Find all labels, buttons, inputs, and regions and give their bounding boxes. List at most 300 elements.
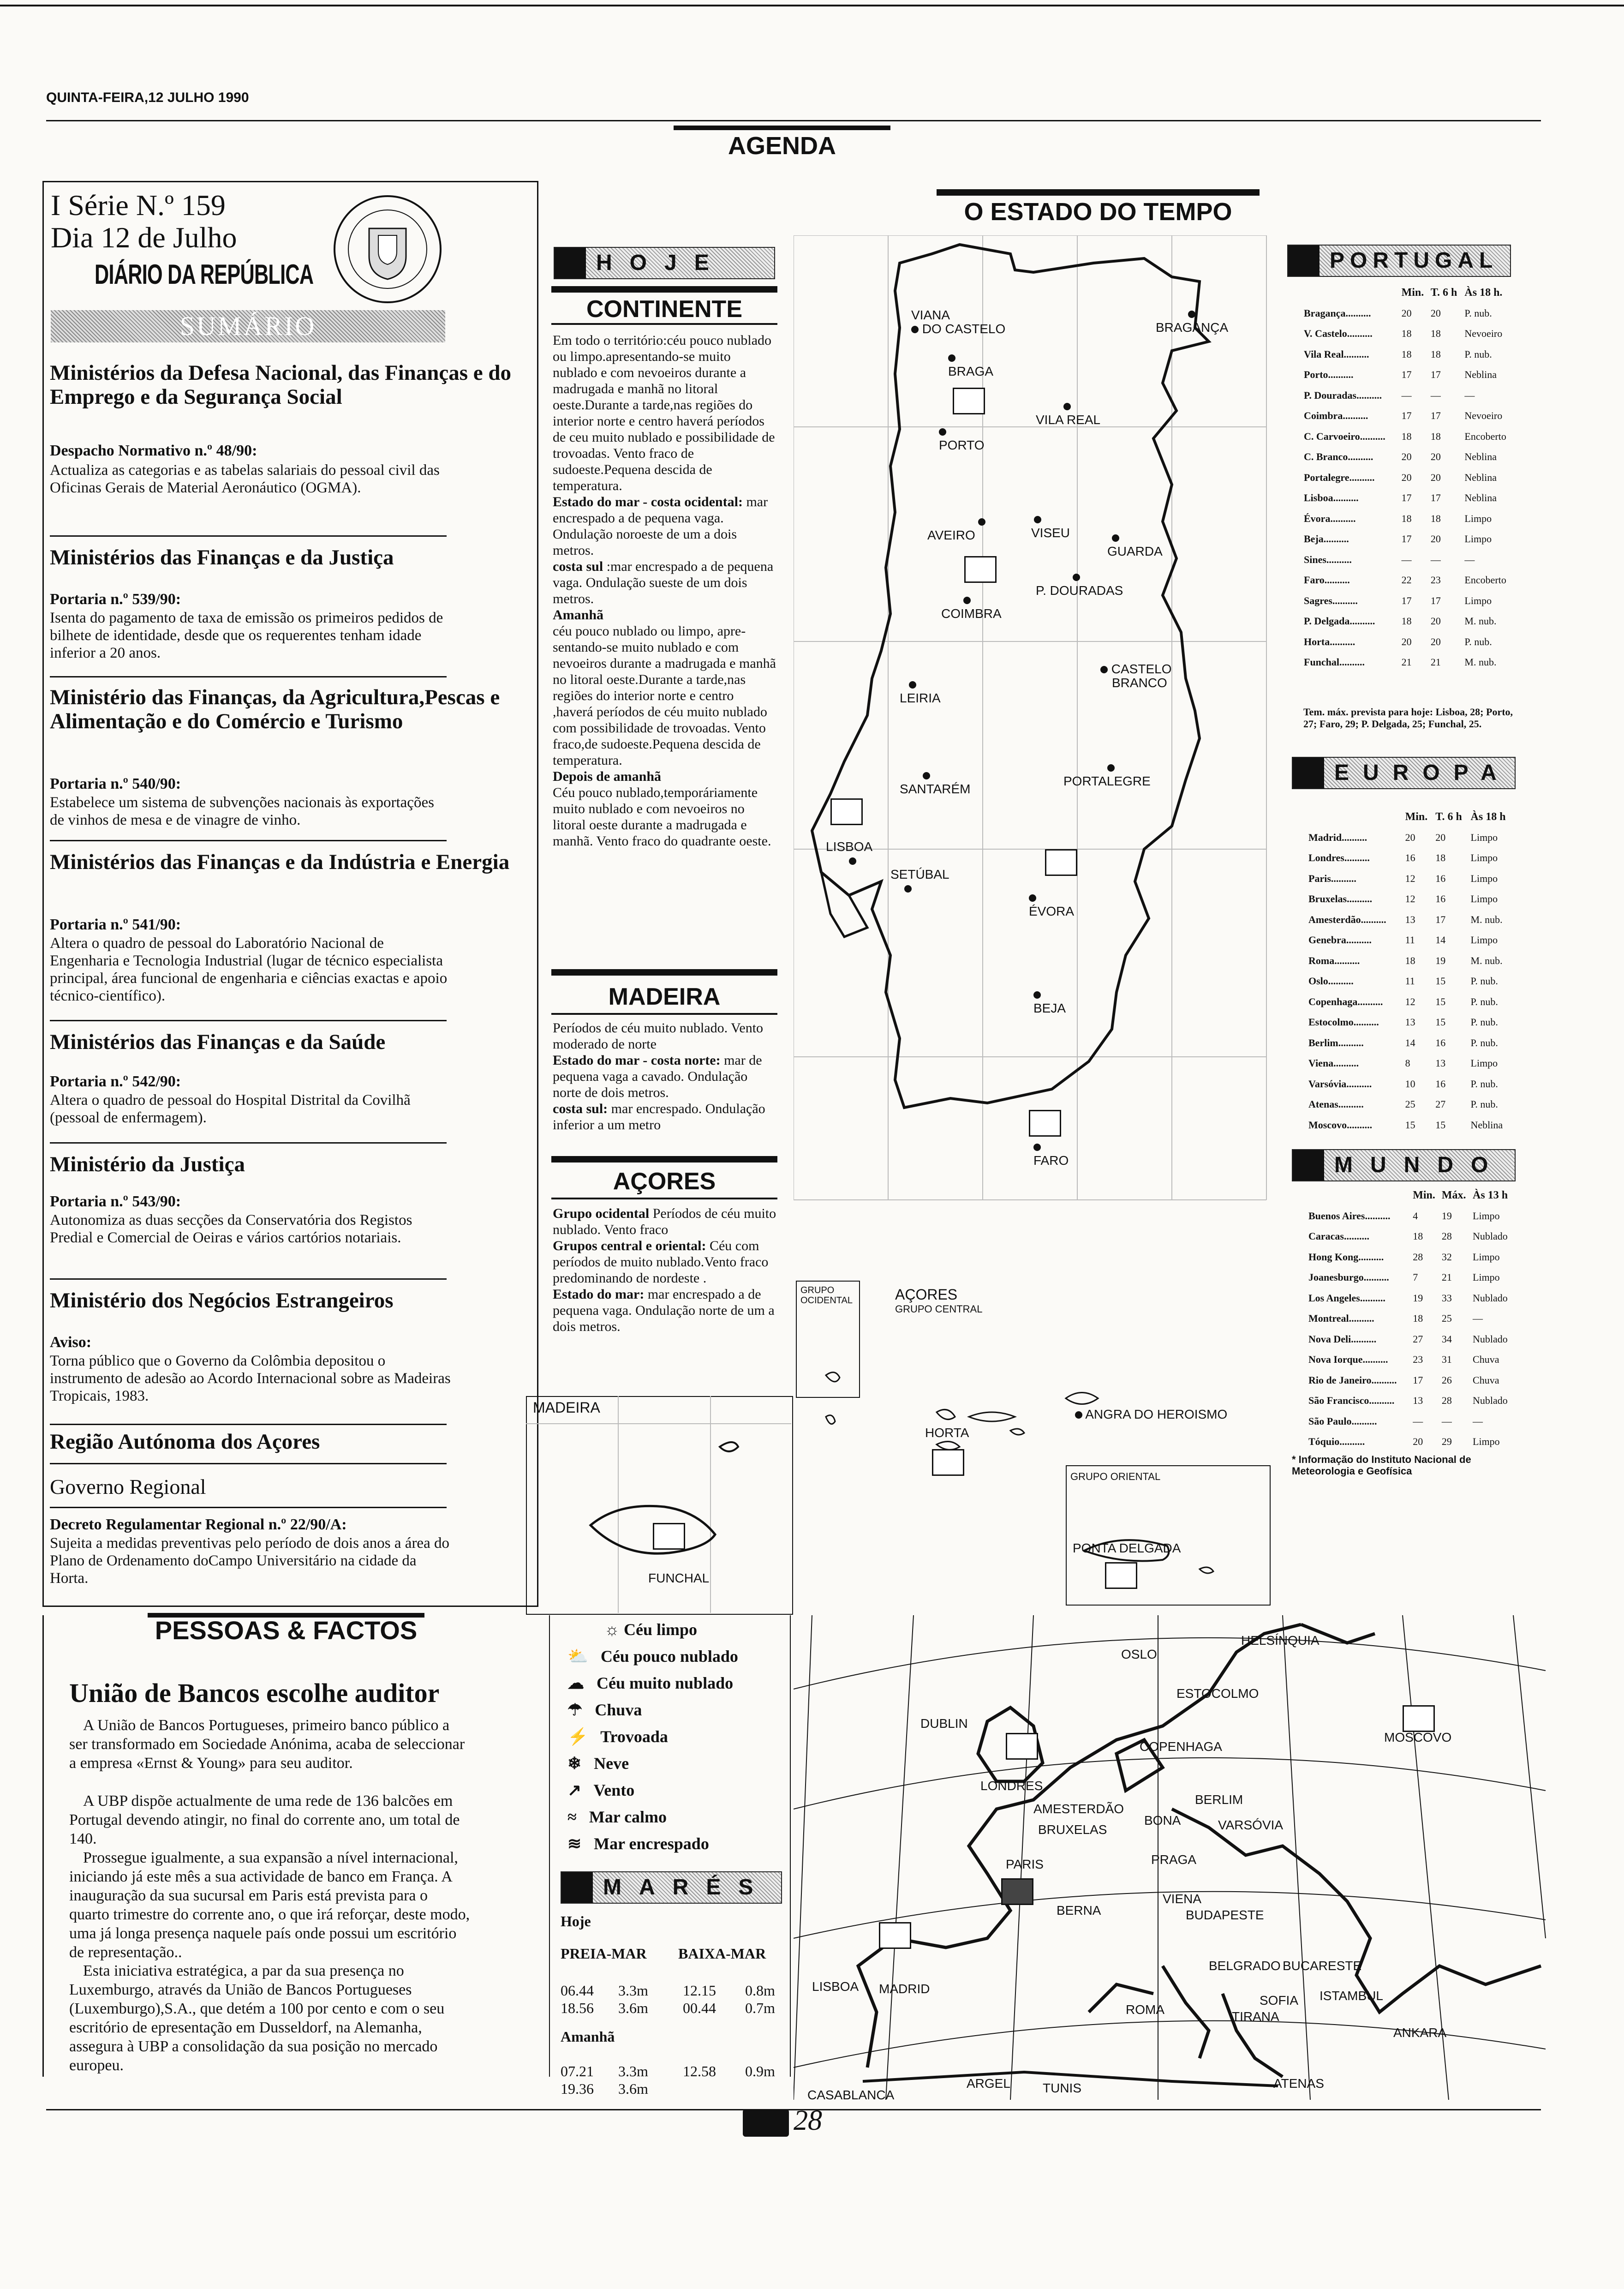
mares-title: MARÉS — [603, 1875, 771, 1900]
baixa-mar-label: BAIXA-MAR — [678, 1945, 766, 1962]
column-header: Min. — [1405, 811, 1428, 823]
table-row — [1301, 632, 1513, 653]
value-cell: 15 — [1435, 975, 1446, 987]
partly-cloudy-icon — [653, 1523, 685, 1550]
depois-label: Depois de amanhã — [553, 769, 662, 784]
doc-text: Isenta do pagamento de taxa de emissão os primeiros pedidos de bilhete de identidade, desde que os requerentes tenham idade inferior a 20 anos. — [50, 610, 443, 661]
value-cell: 20 — [1430, 533, 1441, 545]
value-cell: 18 — [1401, 615, 1412, 627]
ministry-heading: Região Autónoma dos Açores — [50, 1430, 320, 1454]
city-cell: Nova Deli.......... — [1308, 1333, 1377, 1345]
value-cell: 18 — [1430, 328, 1441, 339]
table-row — [1306, 1267, 1513, 1288]
value-cell: Limpo — [1470, 872, 1498, 884]
city-dot — [1034, 516, 1041, 523]
city-name: COIMBRA — [941, 606, 1002, 621]
doc-text: Actualiza as categorias e as tabelas salariais do pessoal civil das Oficinas Gerais de Material Aeronáutico (OGMA). — [50, 462, 440, 496]
grupo-oriental-label: GRUPO ORIENTAL — [1070, 1471, 1161, 1482]
ministry-heading: Ministérios das Finanças e da Justiça — [50, 545, 394, 569]
doc-ref: Aviso: — [50, 1334, 92, 1351]
map-label — [1036, 399, 1100, 427]
city-name: VISEU — [1031, 526, 1070, 540]
amanha-text: céu pouco nublado ou limpo, apre-sentando-se muito nublado e com nevoeiros durante a madrugada e manhã no litoral oeste.Durante a tarde,nas regiões do interior norte e centro ,haverá períodos de céu muito nublado com possibilidade de trovoadas. Vento fraco,de sudoeste.Pequena descida de temperatura. — [553, 623, 776, 768]
tide-time: 06.44 — [561, 1982, 594, 1999]
value-cell: Limpo — [1470, 893, 1498, 905]
city-name: SETÚBAL — [890, 867, 949, 881]
value-cell: 25 — [1405, 1098, 1415, 1110]
grupo-ocidental-label: GRUPO OCIDENTAL — [800, 1285, 853, 1306]
ministry-heading: Ministérios da Defesa Nacional, das Finanças e do Emprego e da Segurança Social — [50, 361, 512, 409]
divider — [50, 1142, 447, 1144]
city-cell: Los Angeles.......... — [1308, 1292, 1385, 1304]
doc-ref: Despacho Normativo n.º 48/90: — [50, 442, 257, 459]
value-cell: 20 — [1430, 471, 1441, 483]
preia-mar-label: PREIA-MAR — [561, 1945, 647, 1962]
acores-text: Períodos de céu muito nublado. Vento fraco — [553, 1206, 776, 1237]
madeira-head: MADEIRA — [608, 983, 721, 1010]
city-name: SANTARÉM — [900, 782, 971, 796]
article-paragraph: Esta iniciativa estratégica, a par da sua presença no Luxemburgo, através da União de Bancos Portugueses (Luxemburgo),S.A., que detém a 100 por cento e com o seu escritório de epresentação em Dusseldorf, na Alemanha, assegura à UBP a consolidação da sua posição no mercado europeu. — [69, 1962, 445, 2074]
city-cell: Lisboa.......... — [1304, 492, 1359, 503]
value-cell: P. nub. — [1470, 1016, 1498, 1028]
tide-height: 3.3m — [618, 2063, 648, 2079]
sul-text: :mar encrespado a de pequena vaga. Ondulação sueste de um dois metros. — [553, 559, 774, 606]
eu-city-label: LONDRES — [980, 1779, 1043, 1793]
mundo-title: MUNDO — [1334, 1153, 1506, 1177]
city-name: PORTALEGRE — [1063, 774, 1151, 788]
value-cell: 16 — [1435, 872, 1446, 884]
eu-city-label: MADRID — [879, 1982, 930, 1996]
legend-item — [567, 1807, 667, 1827]
value-cell: 15 — [1435, 1016, 1446, 1028]
value-cell: 17 — [1401, 533, 1412, 545]
portugal-label — [1287, 245, 1511, 277]
map-label — [1156, 307, 1228, 335]
grupo-central-label: GRUPO CENTRAL — [895, 1303, 983, 1315]
publication-logo-icon — [743, 2109, 789, 2137]
madeira-text: Períodos de céu muito nublado. Vento moderado de norte — [553, 1020, 764, 1052]
map-label — [890, 868, 949, 895]
section-bar — [551, 286, 777, 293]
city-cell: Roma.......... — [1308, 954, 1360, 966]
section-bar — [551, 1156, 777, 1162]
value-cell: 17 — [1401, 594, 1412, 606]
value-cell: Neblina — [1464, 451, 1497, 462]
mundo-table — [1306, 1185, 1513, 1452]
table-row — [1306, 848, 1513, 869]
city-cell: P. Douradas.......... — [1304, 389, 1382, 401]
city-name: BRANCO — [1112, 676, 1167, 690]
portugal-map — [794, 235, 1271, 1260]
partly-cloudy-icon — [879, 1922, 911, 1949]
ministry-heading: Ministérios das Finanças e da Indústria e Energia — [50, 850, 510, 874]
legend-item — [567, 1727, 668, 1746]
table-row — [1301, 344, 1513, 365]
city-cell: Horta.......... — [1304, 635, 1355, 647]
portugal-title: PORTUGAL — [1330, 248, 1499, 273]
value-cell: Limpo — [1464, 594, 1492, 606]
city-name: ANGRA DO HEROISMO — [1085, 1407, 1228, 1421]
city-cell: Porto.......... — [1304, 369, 1354, 380]
table-row — [1301, 365, 1513, 385]
city-name: FARO — [1033, 1153, 1069, 1168]
value-cell: M. nub. — [1464, 656, 1497, 668]
decreto-ref: Decreto Regulamentar Regional n.º 22/90/A: — [50, 1516, 347, 1533]
city-name: VILA REAL — [1036, 413, 1101, 427]
city-cell: Oslo.......... — [1308, 975, 1354, 987]
legend-label: Mar calmo — [589, 1808, 667, 1826]
city-name: LISBOA — [826, 839, 873, 854]
madeira-label: MADEIRA — [533, 1399, 600, 1416]
partly-cloudy-icon — [1403, 1705, 1435, 1732]
value-cell: 15 — [1435, 1119, 1446, 1131]
value-cell: Limpo — [1470, 831, 1498, 843]
legend-label: Trovoada — [600, 1727, 668, 1746]
city-dot — [909, 681, 916, 689]
doc-text: Estabelece um sistema de subvenções nacionais às exportações de vinhos de mesa e de vinagre de vinho. — [50, 794, 434, 828]
value-cell: Encoberto — [1464, 574, 1506, 586]
value-cell: — — [1464, 553, 1475, 565]
table-row — [1306, 827, 1513, 848]
acores-forecast — [553, 1205, 776, 1335]
city-dot — [849, 857, 856, 865]
city-cell: Hong Kong.......... — [1308, 1251, 1384, 1263]
dr-serie-number: I Série N.º 159 — [51, 189, 226, 222]
doc-ref: Portaria n.º 540/90: — [50, 775, 181, 792]
city-name: ÉVORA — [1029, 904, 1075, 918]
value-cell: 33 — [1441, 1292, 1452, 1304]
value-cell: 14 — [1435, 934, 1446, 946]
eu-city-label: ATENAS — [1273, 2076, 1324, 2091]
value-cell: 20 — [1405, 831, 1415, 843]
value-cell: Limpo — [1473, 1251, 1500, 1263]
legend-label: Vento — [593, 1781, 635, 1799]
tide-time: 19.36 — [561, 2080, 594, 2097]
amanha-label: Amanhã — [553, 607, 604, 623]
table-row — [1306, 1012, 1513, 1033]
value-cell: 28 — [1441, 1230, 1452, 1242]
tide-height: 3.3m — [618, 1982, 648, 1999]
value-cell: 21 — [1401, 656, 1412, 668]
funchal-label: FUNCHAL — [648, 1571, 710, 1585]
column-header: Min. — [1401, 287, 1424, 299]
dr-title: DIÁRIO DA REPÚBLICA — [95, 259, 314, 290]
legend-label: Mar encrespado — [594, 1834, 709, 1853]
table-row — [1306, 992, 1513, 1013]
city-name: PORTO — [939, 438, 985, 452]
section-rule — [551, 323, 777, 325]
value-cell: 23 — [1430, 574, 1441, 586]
map-label — [1033, 988, 1066, 1015]
value-cell: Limpo — [1473, 1271, 1500, 1283]
page-number: 28 — [794, 2105, 822, 2136]
value-cell: Limpo — [1464, 533, 1492, 545]
value-cell: P. nub. — [1464, 307, 1492, 319]
value-cell: Nublado — [1473, 1292, 1508, 1304]
tide-height: 3.6m — [618, 2000, 648, 2016]
dr-serie — [51, 189, 237, 254]
tide-time: 12.15 — [683, 1982, 716, 1999]
city-dot — [1107, 764, 1115, 772]
column-header: T. 6 h — [1430, 287, 1457, 299]
table-row — [1301, 447, 1513, 467]
column-header: Min. — [1413, 1189, 1435, 1201]
value-cell: Nublado — [1473, 1333, 1508, 1345]
table-row — [1301, 591, 1513, 611]
city-name: BRAGANÇA — [1156, 320, 1229, 335]
eu-city-label: TUNIS — [1043, 2081, 1081, 2095]
mares-amanha: Amanhã — [561, 2028, 615, 2045]
legend-item — [567, 1780, 634, 1800]
value-cell: 17 — [1430, 369, 1441, 380]
table-row — [1301, 550, 1513, 570]
city-cell: P. Delgada.......... — [1304, 615, 1375, 627]
europa-title: EUROPA — [1334, 761, 1511, 785]
city-dot — [963, 597, 971, 604]
map-label — [1036, 570, 1123, 598]
table-row — [1306, 1308, 1513, 1329]
mares-label — [561, 1871, 782, 1904]
city-cell: Bragança.......... — [1304, 307, 1371, 319]
city-name: BRAGA — [948, 364, 994, 378]
madeira-sul-text: mar encrespado. Ondulação inferior a um metro — [553, 1101, 765, 1133]
eu-city-label: BONA — [1144, 1813, 1181, 1828]
city-cell: Londres.......... — [1308, 852, 1370, 863]
table-row — [1301, 467, 1513, 488]
city-cell: Beja.......... — [1304, 533, 1349, 545]
table-row — [1301, 324, 1513, 344]
value-cell: 21 — [1441, 1271, 1452, 1283]
value-cell: Nevoeiro — [1464, 410, 1503, 421]
europa-label — [1292, 757, 1516, 789]
eu-city-label: ARGEL — [967, 2076, 1010, 2091]
legend-item — [567, 1834, 709, 1853]
value-cell: 20 — [1430, 635, 1441, 647]
continente-text: Em todo o território:céu pouco nublado ou limpo.apresentando-se muito nublado e com nevoeiros durante a madrugada e manhã no litoral oeste.Durante a tarde,nas regiões do interior norte e centro haverá períodos de ceu muito nublado e possibilidade de trovoadas. Vento fraco de sudoeste.Pequena descida de temperatura. — [553, 333, 775, 493]
page-date: QUINTA-FEIRA,12 JULHO 1990 — [46, 90, 249, 105]
continente-forecast — [553, 332, 776, 849]
value-cell: 32 — [1441, 1251, 1452, 1263]
doc-ref: Portaria n.º 541/90: — [50, 916, 181, 933]
tempo-title: O ESTADO DO TEMPO — [964, 198, 1232, 226]
value-cell: 20 — [1435, 831, 1446, 843]
portugal-note: Tem. máx. prevista para hoje: Lisboa, 28; Porto, 27; Faro, 29; P. Delgada, 25; Funchal, 25. — [1303, 706, 1513, 730]
city-cell: Berlim.......... — [1308, 1037, 1364, 1049]
map-label — [1063, 761, 1151, 788]
eu-city-label: OSLO — [1121, 1647, 1157, 1661]
value-cell: 21 — [1430, 656, 1441, 668]
value-cell: Nevoeiro — [1464, 328, 1503, 339]
value-cell: 27 — [1413, 1333, 1423, 1345]
doc-ref: Portaria n.º 543/90: — [50, 1193, 181, 1210]
tide-height: 0.9m — [745, 2063, 775, 2079]
eu-city-label: BELGRADO — [1209, 1959, 1281, 1973]
value-cell: 13 — [1405, 913, 1415, 925]
city-cell: Copenhaga.......... — [1308, 995, 1383, 1007]
value-cell: 17 — [1401, 369, 1412, 380]
value-cell: 13 — [1435, 1057, 1446, 1069]
legend-item — [567, 1673, 733, 1693]
value-cell: 29 — [1441, 1436, 1452, 1447]
city-dot — [948, 354, 955, 362]
table-row — [1306, 1370, 1513, 1391]
value-cell: 16 — [1405, 852, 1415, 863]
city-dot — [1029, 894, 1036, 902]
value-cell: 18 — [1435, 852, 1446, 863]
table-row — [1306, 1074, 1513, 1095]
acores-label: Grupos central e oriental: — [553, 1238, 706, 1253]
table-row — [1306, 1349, 1513, 1370]
city-cell: Tóquio.......... — [1308, 1436, 1365, 1447]
value-cell: — — [1413, 1415, 1423, 1427]
column-header: Às 18 h. — [1464, 287, 1503, 299]
value-cell: 28 — [1441, 1395, 1452, 1406]
city-dot — [1033, 991, 1041, 999]
value-cell: — — [1473, 1415, 1483, 1427]
value-cell: Neblina — [1464, 471, 1497, 483]
mundo-label — [1292, 1149, 1516, 1181]
city-dot — [978, 518, 985, 526]
tide-time: 00.44 — [683, 2000, 716, 2016]
map-label — [1107, 531, 1163, 558]
pessoas-head: PESSOAS & FACTOS — [155, 1616, 418, 1645]
legend-label: Neve — [594, 1754, 629, 1773]
article-paragraph: A UBP dispõe actualmente de uma rede de 136 balcões em Portugal devendo atingir, no final do corrente ano, um total de 140. — [69, 1792, 460, 1847]
city-dot — [1063, 403, 1071, 410]
article-paragraph: A União de Bancos Portugueses, primeiro banco público a ser transformado em Sociedade Anónima, acaba de seleccionar a empresa «Ernst & Young» para seu auditor. — [69, 1717, 465, 1772]
map-label — [941, 593, 1002, 621]
value-cell: 12 — [1405, 872, 1415, 884]
value-cell: 18 — [1430, 348, 1441, 360]
mar-text: mar encrespado a de pequena vaga. Ondulação noroeste de um a dois metros. — [553, 494, 768, 558]
value-cell: 15 — [1405, 1119, 1415, 1131]
table-row — [1306, 1226, 1513, 1247]
madeira-sul-label: costa sul: — [553, 1101, 608, 1116]
divider — [50, 1424, 447, 1425]
value-cell: 25 — [1441, 1312, 1452, 1324]
value-cell: 18 — [1401, 328, 1412, 339]
acores-text: Céu com períodos de muito nublado.Vento fraco predominando de nordeste . — [553, 1238, 769, 1286]
mar-label: Estado do mar - costa ocidental: — [553, 494, 743, 509]
value-cell: 11 — [1405, 975, 1415, 987]
value-cell: 34 — [1441, 1333, 1452, 1345]
value-cell: 20 — [1401, 471, 1412, 483]
city-dot — [1112, 534, 1119, 542]
table-row — [1301, 611, 1513, 632]
column-header: T. 6 h — [1435, 811, 1462, 823]
value-cell: 19 — [1441, 1210, 1452, 1222]
city-cell: V. Castelo.......... — [1304, 328, 1373, 339]
legend-item — [604, 1620, 697, 1639]
value-cell: 18 — [1430, 512, 1441, 524]
value-cell: 4 — [1413, 1210, 1418, 1222]
value-cell: 13 — [1405, 1016, 1415, 1028]
table-row — [1306, 889, 1513, 910]
table-row — [1306, 1432, 1513, 1452]
section-rule — [551, 1198, 777, 1199]
madeira-forecast — [553, 1020, 776, 1133]
table-row — [1306, 930, 1513, 951]
value-cell: Nublado — [1473, 1395, 1508, 1406]
hoje-text: HOJE — [596, 251, 727, 275]
decreto-text: Sujeita a medidas preventivas pelo período de dois anos a área do Plano de Ordenamento doCampo Universitário na cidade da Horta. — [50, 1535, 449, 1587]
value-cell: 22 — [1401, 574, 1412, 586]
value-cell: — — [1441, 1415, 1452, 1427]
value-cell: Limpo — [1470, 934, 1498, 946]
value-cell: — — [1430, 389, 1441, 401]
column-header: Às 18 h — [1470, 811, 1506, 823]
partly-cloudy-icon — [1045, 849, 1077, 876]
article-title: União de Bancos escolhe auditor — [69, 1678, 440, 1708]
value-cell: 20 — [1430, 307, 1441, 319]
eu-city-label: AMESTERDÃO — [1033, 1802, 1124, 1816]
ministry-heading: Ministério dos Negócios Estrangeiros — [50, 1288, 394, 1312]
ministry-heading: Ministério da Justiça — [50, 1152, 245, 1176]
city-cell: C. Branco.......... — [1304, 451, 1373, 462]
value-cell: 13 — [1413, 1395, 1423, 1406]
city-cell: Estocolmo.......... — [1308, 1016, 1379, 1028]
section-title: AGENDA — [728, 132, 836, 160]
acores-mar-text: mar encrespado a de pequena vaga. Ondulação norte de um a dois metros. — [553, 1287, 775, 1334]
city-dot — [939, 428, 946, 436]
eu-city-label: MOSCOVO — [1384, 1730, 1452, 1744]
table-row — [1306, 1247, 1513, 1268]
city-cell: Caracas.......... — [1308, 1230, 1369, 1242]
divider — [50, 676, 447, 677]
value-cell: 17 — [1401, 410, 1412, 421]
value-cell: Neblina — [1470, 1119, 1503, 1131]
city-name: HORTA — [925, 1426, 969, 1440]
city-cell: São Francisco.......... — [1308, 1395, 1395, 1406]
value-cell: 18 — [1413, 1312, 1423, 1324]
city-cell: Montreal.......... — [1308, 1312, 1374, 1324]
value-cell: 12 — [1405, 893, 1415, 905]
value-cell: 20 — [1430, 451, 1441, 462]
value-cell: 31 — [1441, 1354, 1452, 1365]
value-cell: 27 — [1435, 1098, 1446, 1110]
divider — [50, 535, 447, 537]
eu-city-label: COPENHAGA — [1140, 1739, 1222, 1754]
value-cell: 20 — [1430, 615, 1441, 627]
map-label — [911, 308, 1005, 336]
section-rule — [551, 1013, 777, 1015]
city-cell: Genebra.......... — [1308, 934, 1372, 946]
legend-label: Céu limpo — [624, 1620, 698, 1639]
eu-city-label: LISBOA — [812, 1979, 859, 1994]
map-label — [1029, 891, 1074, 918]
map-label — [900, 677, 941, 705]
eu-city-label: ANKARA — [1393, 2025, 1447, 2040]
sun-icon: ☼ — [604, 1620, 620, 1639]
value-cell: P. nub. — [1470, 975, 1498, 987]
doc-text: Altera o quadro de pessoal do Laboratório Nacional de Engenharia e Tecnologia Industrial (lugar de técnico especialista principal, área funcional de engenharia e ciências exactas e apoio técnico-científico). — [50, 935, 448, 1004]
tide-height: 0.8m — [745, 1982, 775, 1999]
value-cell: 16 — [1435, 1037, 1446, 1049]
dr-day: Dia 12 de Julho — [51, 221, 237, 254]
eu-city-label: PARIS — [1006, 1857, 1044, 1871]
divider — [50, 1507, 447, 1508]
tempo-bar — [937, 189, 1260, 196]
map-label — [927, 515, 985, 542]
table-row — [1306, 910, 1513, 930]
tide-time: 07.21 — [561, 2063, 594, 2079]
tide-height: 3.6m — [618, 2080, 648, 2097]
value-cell: 16 — [1435, 893, 1446, 905]
value-cell: 18 — [1401, 512, 1412, 524]
value-cell: 20 — [1401, 451, 1412, 462]
agenda-bar — [674, 126, 890, 130]
coat-of-arms-icon — [318, 189, 457, 309]
